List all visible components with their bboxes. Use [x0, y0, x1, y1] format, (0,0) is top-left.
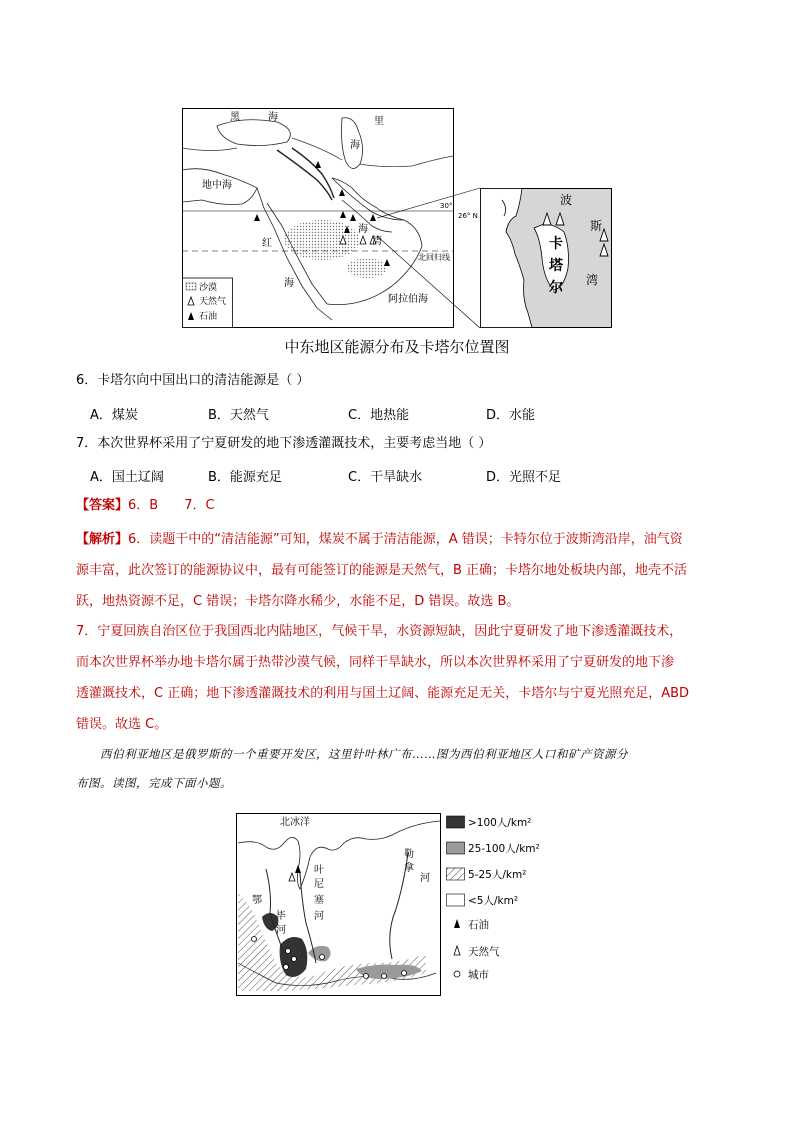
legend-gas-icon	[454, 946, 460, 955]
analysis-line	[76, 524, 736, 555]
legend-empty-label: <5人/km²	[468, 895, 519, 907]
analysis-line: 源丰富，此次签订的能源协议中，最有可能签订的能源是天然气，B 正确；卡塔尔地处板块内部，地壳不活	[76, 563, 688, 578]
siberia-legend-svg	[446, 813, 576, 993]
q7-option-d: D．光照不足	[486, 470, 562, 485]
q6-option-b: B．天然气	[208, 408, 269, 423]
legend-city-icon	[454, 971, 460, 977]
legend-desert-swatch	[186, 283, 196, 290]
legend-gas-label: 天然气	[199, 297, 227, 307]
analysis-q6	[76, 524, 736, 617]
city-marker	[286, 949, 291, 954]
legend-gas-label: 天然气	[468, 946, 500, 958]
analysis-line: 错误。故选 C。	[76, 717, 168, 732]
inset-label-si: 斯	[590, 219, 603, 233]
intro-line: 西伯利亚地区是俄罗斯的一个重要开发区，这里针叶林广布……图为西伯利亚地区人口和矿产资源分	[100, 747, 628, 761]
legend-desert-label: 沙漠	[199, 283, 218, 293]
city-marker	[320, 955, 325, 960]
city-marker	[292, 957, 297, 962]
label-yenisei-4: 河	[314, 911, 324, 922]
map1-caption: 中东地区能源分布及卡塔尔位置图	[284, 338, 510, 356]
answer-text: 6．B 7．C	[128, 498, 215, 513]
analysis-q6-text: 6．读题干中的“清洁能源”可知，煤炭不属于清洁能源，A 错误；卡特尔位于波斯湾沿岸，油气资	[128, 532, 683, 547]
inset-lat-label: 26° N	[458, 212, 478, 220]
label-arabian-sea: 阿拉伯海	[388, 294, 428, 305]
label-lena-3: 河	[420, 873, 430, 884]
city-marker	[284, 965, 289, 970]
q7-stem: 7．本次世界杯采用了宁夏研发的地下渗透灌溉技术，主要考虑当地（ ）	[76, 436, 492, 451]
siberia-map	[236, 813, 442, 997]
label-yenisei-1: 叶	[314, 865, 324, 876]
q7-option-b: B．能源充足	[208, 470, 282, 485]
analysis-line: 跃，地热资源不足，C 错误；卡塔尔降水稀少，水能不足，D 错误。故选 B。	[76, 594, 520, 609]
label-caspian-1: 里	[374, 116, 384, 127]
inset-label-bo: 波	[560, 193, 573, 207]
q7-option-c: C．干旱缺水	[348, 470, 423, 485]
q6-option-a: A．煤炭	[90, 408, 138, 423]
q6-stem: 6．卡塔尔向中国出口的清洁能源是（ ）	[76, 373, 310, 388]
legend-medium-swatch	[447, 842, 465, 854]
label-lat30: 30°	[440, 202, 453, 210]
label-red-sea-1: 红	[262, 238, 272, 249]
middle-east-map	[182, 108, 612, 330]
south-desert	[347, 258, 387, 278]
q7-option-a: A．国土辽阔	[90, 470, 164, 485]
label-yenisei-2: 尼	[314, 879, 324, 890]
label-ob-3: 河	[276, 925, 286, 936]
label-lena-2: 拿	[404, 863, 414, 874]
siberia-intro	[76, 740, 756, 798]
analysis-line: 而本次世界杯举办地卡塔尔属于热带沙漠气候，同样干旱缺水，所以本次世界杯采用了宁夏研发的地下渗	[76, 655, 675, 670]
analysis-line: 7．宁夏回族自治区位于我国西北内陆地区，气候干旱，水资源短缺，因此宁夏研发了地下渗透灌溉技术，	[76, 624, 683, 639]
city-marker	[252, 937, 257, 942]
analysis-tag: 【解析】	[76, 532, 129, 547]
city-marker	[382, 974, 387, 979]
city-marker	[364, 974, 369, 979]
answer-line	[76, 496, 215, 516]
label-tropic: 北回归线	[418, 253, 450, 262]
inset-qatar-1: 卡	[549, 236, 563, 252]
legend-dense-label: >100人/km²	[468, 817, 532, 829]
legend-oil-label: 石油	[199, 312, 218, 322]
legend-oil-label: 石油	[468, 919, 489, 931]
q6-option-c: C．地热能	[348, 408, 410, 423]
label-caspian-2: 海	[350, 140, 360, 151]
legend-city-label: 城市	[468, 969, 489, 981]
inset-label-wan: 湾	[586, 273, 599, 287]
answer-tag: 【答案】	[76, 498, 129, 513]
intro-line: 布图。读图，完成下面小题。	[76, 776, 232, 790]
label-ob-2: 毕	[276, 911, 286, 922]
label-yenisei-3: 塞	[314, 895, 324, 906]
city-marker	[402, 971, 407, 976]
label-black-sea-1: 黑	[230, 112, 240, 123]
label-lena-1: 勒	[404, 849, 414, 860]
legend-empty-swatch	[447, 894, 465, 906]
label-red-sea-2: 海	[284, 278, 294, 289]
middle-east-map-svg	[182, 108, 612, 330]
siberia-map-svg	[236, 813, 442, 997]
label-ob-1: 鄂	[252, 895, 262, 906]
label-arctic: 北冰洋	[280, 817, 310, 828]
inset-qatar-3: 尔	[549, 280, 563, 296]
legend-medium-label: 25-100人/km²	[468, 843, 540, 855]
analysis-line: 透灌溉技术，C 正确；地下渗透灌溉技术的利用与国土辽阔、能源充足无关，卡塔尔与宁夏光照充足，ABD	[76, 686, 690, 701]
analysis-q7	[76, 616, 736, 740]
inset-qatar-2: 塔	[549, 258, 563, 274]
legend-dense-swatch	[447, 816, 465, 828]
rub-al-khali-desert	[284, 220, 360, 260]
label-mediterranean: 地中海	[202, 180, 232, 191]
legend-oil-icon	[454, 919, 460, 928]
label-gulf-2: 湾	[372, 236, 382, 247]
label-gulf-1: 海	[358, 224, 368, 235]
siberia-legend	[446, 813, 576, 993]
label-black-sea-2: 海	[268, 112, 278, 123]
q6-option-d: D．水能	[486, 408, 536, 423]
legend-sparse-label: 5-25人/km²	[468, 869, 527, 881]
legend-sparse-swatch	[447, 868, 465, 880]
